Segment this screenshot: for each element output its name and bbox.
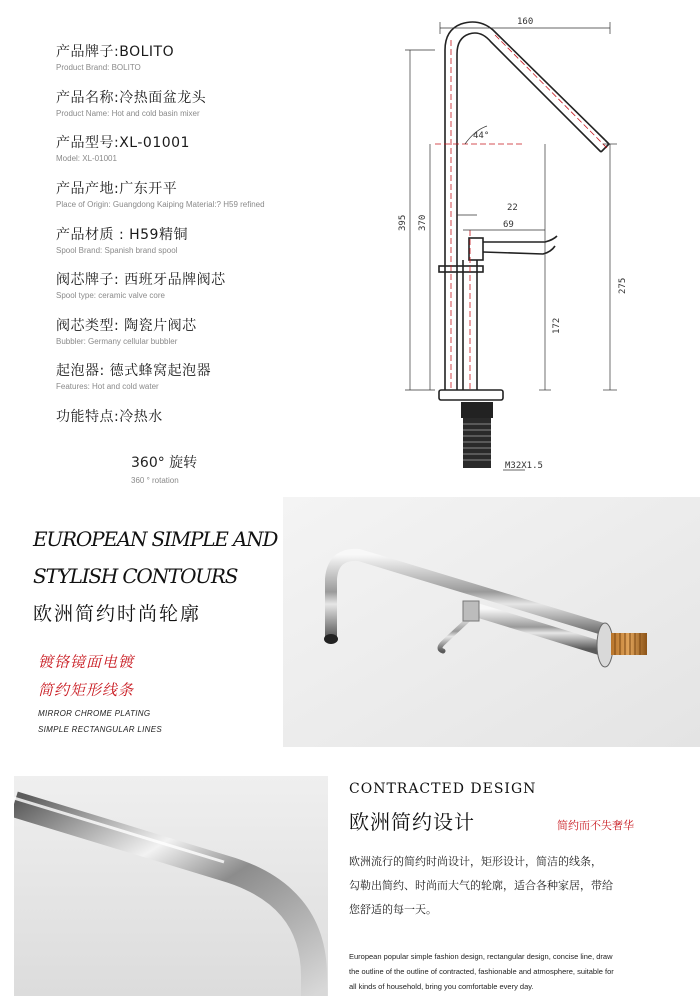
dim-69: 69 [503,220,514,230]
description-en-line-2: the outline of the outline of contracted, fashionable and atmosphere, suitable for [349,967,614,976]
spec-label: 起泡器: 德式蜂窝起泡器 [56,363,212,379]
description-line-2: 勾勒出简约、时尚而大气的轮廓，适合各种家居，带给 [349,879,613,892]
spec-origin [56,178,265,209]
feature-chrome-cn: 镀铬镜面电镀 [38,653,135,671]
spec-label-en: Product Name: Hot and cold basin mixer [56,109,200,118]
spec-model [56,132,190,163]
spec-material [56,224,188,255]
dim-370: 370 [418,214,428,231]
headline-line-2: STYLISH CONTOURS [33,564,238,588]
contracted-design-tagline: 简约而不失奢华 [557,819,634,832]
dim-395: 395 [398,214,408,231]
faucet-product-photo [283,497,700,747]
spec-name [56,87,206,118]
spec-label-en: Model: XL-01001 [56,154,117,163]
contracted-design-cn: 欧洲简约设计 [349,810,475,834]
spec-label-en: Place of Origin: Guangdong Kaiping Material:? H59 refined [56,200,265,209]
contracted-design-title: CONTRACTED DESIGN [349,781,537,797]
chrome-closeup-photo [14,776,328,996]
spec-brand [56,41,174,72]
dim-275: 275 [618,277,628,294]
spec-label-en: Product Brand: BOLITO [56,63,141,72]
dim-160: 160 [517,17,534,27]
feature-lines-en: SIMPLE RECTANGULAR LINES [38,725,162,734]
spec-label-en: Bubbler: Germany cellular bubbler [56,337,178,346]
dim-172: 172 [552,317,562,334]
description-en-line-3: all kinds of household, bring you comfortable every day. [349,982,534,991]
spec-valve-type [56,315,197,346]
spec-label: 产品材质 : H59精铜 [56,227,188,243]
spec-label: 产品名称:冷热面盆龙头 [56,90,207,106]
dim-22: 22 [507,203,518,213]
headline-cn: 欧洲简约时尚轮廓 [33,603,202,625]
rotation-label: 360° 旋转 [131,455,198,471]
spec-label: 产品型号:XL-01001 [56,135,190,151]
feature-lines-cn: 简约矩形线条 [38,681,135,699]
spec-features [56,406,163,426]
spec-label: 功能特点:冷热水 [56,409,163,425]
spec-bubbler [56,360,211,391]
spec-label-en: Features: Hot and cold water [56,382,159,391]
spec-label: 阀芯牌子: 西班牙品牌阀芯 [56,272,226,288]
faucet-technical-drawing [395,10,665,480]
spec-valve-brand [56,269,226,300]
spec-label: 产品牌子:BOLITO [56,44,175,60]
spec-label: 阀芯类型: 陶瓷片阀芯 [56,318,197,334]
feature-chrome-en: MIRROR CHROME PLATING [38,709,151,718]
spec-label-en: Spool Brand: Spanish brand spool [56,246,178,255]
rotation-note [131,452,197,485]
headline-line-1: EUROPEAN SIMPLE AND [33,527,278,551]
spec-label: 产品产地:广东开平 [56,181,178,197]
description-line-3: 您舒适的每一天。 [349,903,437,916]
dim-angle: 44° [473,131,490,141]
description-en-line-1: European popular simple fashion design, rectangular design, concise line, draw [349,952,613,961]
description-line-1: 欧洲流行的简约时尚设计，矩形设计，简洁的线条， [349,855,602,868]
dim-thread: M32X1.5 [505,461,543,471]
rotation-label-en: 360 ° rotation [131,476,179,485]
spec-label-en: Spool type: ceramic valve core [56,291,165,300]
